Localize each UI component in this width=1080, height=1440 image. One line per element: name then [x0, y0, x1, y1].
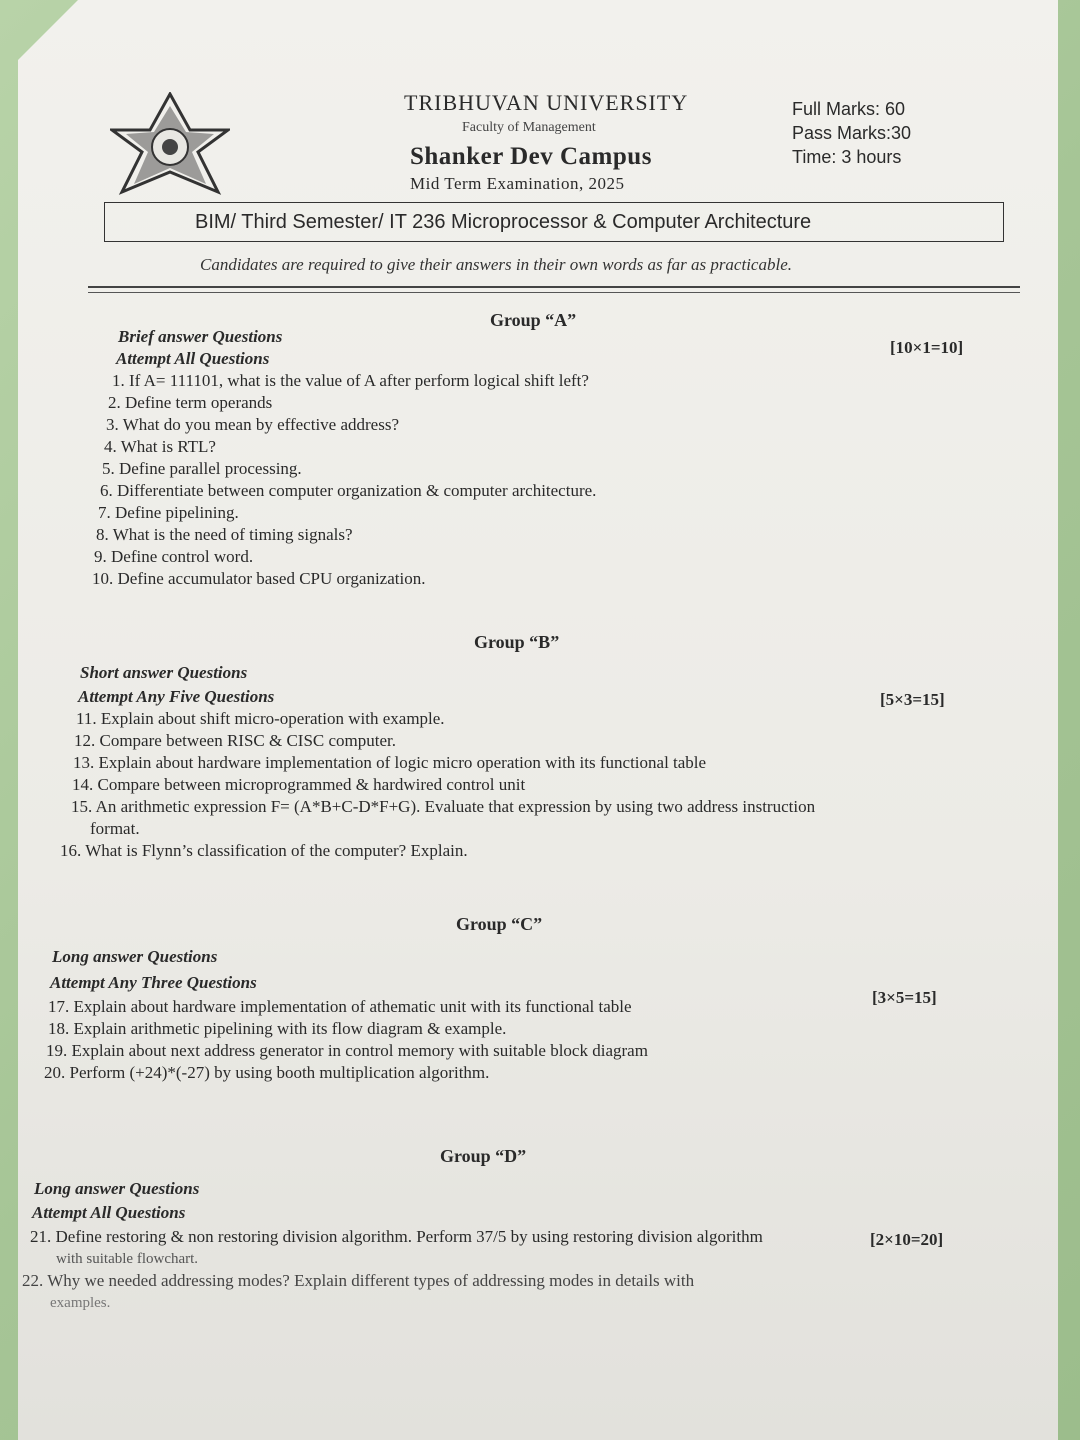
question-item: with suitable flowchart.: [56, 1251, 199, 1267]
question-item: 7. Define pipelining.: [98, 503, 239, 522]
group-a-marks: [10×1=10]: [890, 338, 964, 357]
group-a-type: Brief answer Questions: [118, 327, 283, 346]
question-item: 22. Why we needed addressing modes? Explain different types of addressing modes in details with: [22, 1271, 695, 1290]
group-a-questions: [92, 370, 597, 590]
group-a-attempt: Attempt All Questions: [116, 349, 270, 368]
full-marks: Full Marks: 60: [792, 99, 906, 119]
university-logo: [110, 92, 230, 202]
question-item: 4. What is RTL?: [104, 437, 216, 456]
question-item: 13. Explain about hardware implementation of logic micro operation with its functional table: [73, 753, 707, 772]
group-b-type: Short answer Questions: [80, 663, 248, 682]
group-c-questions: [44, 996, 648, 1084]
question-item: 16. What is Flynn’s classification of the computer? Explain.: [60, 841, 468, 860]
question-item: 11. Explain about shift micro-operation with example.: [76, 709, 445, 728]
group-a-title: Group “A”: [490, 310, 577, 330]
question-item: 12. Compare between RISC & CISC computer.: [74, 731, 397, 750]
divider: [88, 286, 1020, 288]
group-b-questions: [60, 708, 816, 862]
exam-time: Time: 3 hours: [792, 147, 902, 167]
question-item: 21. Define restoring & non restoring division algorithm. Perform 37/5 by using restoring division algorithm: [30, 1227, 763, 1246]
group-c-title: Group “C”: [456, 914, 543, 934]
campus-name: Shanker Dev Campus: [410, 143, 652, 170]
group-d-attempt: Attempt All Questions: [32, 1203, 186, 1222]
question-item: 5. Define parallel processing.: [102, 459, 302, 478]
group-b-title: Group “B”: [474, 632, 560, 652]
group-b-attempt: Attempt Any Five Questions: [78, 687, 275, 706]
university-name: TRIBHUVAN UNIVERSITY: [404, 90, 689, 115]
group-d-marks: [2×10=20]: [870, 1230, 944, 1249]
question-item: 6. Differentiate between computer organization & computer architecture.: [100, 481, 597, 500]
question-item: 14. Compare between microprogrammed & hardwired control unit: [72, 775, 526, 794]
group-c-attempt: Attempt Any Three Questions: [50, 973, 257, 992]
question-item: 20. Perform (+24)*(-27) by using booth multiplication algorithm.: [44, 1063, 490, 1082]
question-item: 10. Define accumulator based CPU organization.: [92, 569, 426, 588]
instruction-text: Candidates are required to give their answers in their own words as far as practicable.: [200, 255, 792, 274]
question-item: 19. Explain about next address generator in control memory with suitable block diagram: [46, 1041, 648, 1060]
group-d-title: Group “D”: [440, 1146, 527, 1166]
question-item: 18. Explain arithmetic pipelining with its flow diagram & example.: [48, 1019, 507, 1038]
question-item: 9. Define control word.: [94, 547, 254, 566]
question-item: 17. Explain about hardware implementation of athematic unit with its functional table: [48, 997, 632, 1016]
question-item: 8. What is the need of timing signals?: [96, 525, 353, 544]
subject-line: BIM/ Third Semester/ IT 236 Microprocessor & Computer Architecture: [104, 202, 1004, 242]
group-d-type: Long answer Questions: [34, 1179, 200, 1198]
exam-name: Mid Term Examination, 2025: [410, 174, 625, 193]
pass-marks: Pass Marks:30: [792, 123, 912, 143]
question-item: 15. An arithmetic expression F= (A*B+C-D*F+G). Evaluate that expression by using two address instruction: [71, 797, 816, 816]
group-c-type: Long answer Questions: [52, 947, 218, 966]
marks-info: [792, 97, 911, 169]
question-item: 1. If A= 111101, what is the value of A after perform logical shift left?: [112, 371, 589, 390]
faculty-name: Faculty of Management: [462, 120, 596, 135]
group-b-marks: [5×3=15]: [880, 690, 945, 709]
group-d-questions: [22, 1226, 763, 1314]
question-item: format.: [90, 819, 140, 838]
group-c-marks: [3×5=15]: [872, 988, 937, 1007]
question-item: 2. Define term operands: [108, 393, 273, 412]
question-item: 3. What do you mean by effective address?: [106, 415, 399, 434]
question-item: examples.: [50, 1295, 111, 1311]
divider: [88, 292, 1020, 293]
